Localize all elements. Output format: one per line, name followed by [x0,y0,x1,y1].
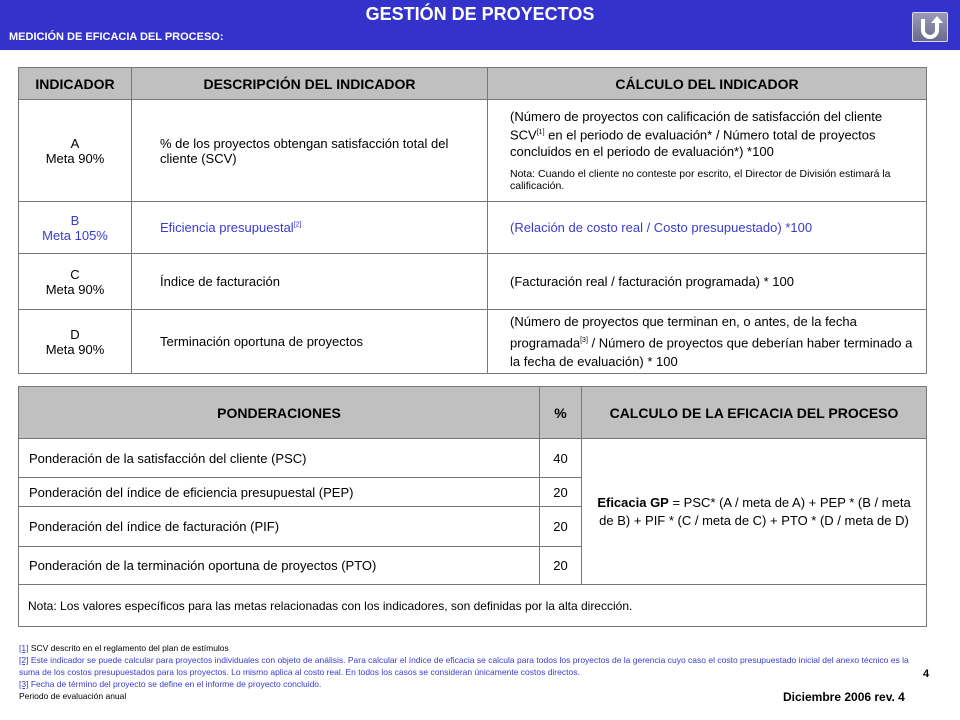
description-cell: % de los proyectos obtengan satisfacción total del cliente (SCV) [132,100,488,202]
header-calculo-eficacia: CALCULO DE LA EFICACIA DEL PROCESO [582,387,927,439]
back-button[interactable] [912,12,948,42]
calculation-cell: (Relación de costo real / Costo presupuestado) *100 [488,202,927,254]
indicator-id: C [70,266,80,282]
page-title: GESTIÓN DE PROYECTOS [365,4,595,24]
indicator-id: B [70,212,80,228]
indicator-goal: Meta 90% [45,150,105,166]
description-cell: Terminación oportuna de proyectos [132,310,488,374]
calculation-note: Nota: Cuando el cliente no conteste por escrito, el Director de División estimará la calificación. [510,167,891,192]
indicator-goal: Meta 90% [45,341,105,357]
period-note: Periodo de evaluación anual [19,691,127,701]
footnote-item: [2] Este indicador se puede calcular para proyectos individuales con objeto de análisis. Para calcular el índice de eficacia se calcula para todos los proyectos de la gerencia cuyo caso el costo presupuestado inicial del anexo técnico es la suma de los costos presupuestados para los proyectos. Lo mismo aplica al costo real. En todos los casos se consideran únicamente costos directos. [19,655,909,677]
page-number: 4 [923,668,930,680]
calculation-cell: (Facturación real / facturación programada) * 100 [488,254,927,310]
indicators-table [18,67,927,374]
weights-table [18,386,927,627]
weight-label: Ponderación de la satisfacción del cliente (PSC) [19,439,540,478]
description-cell: Índice de facturación [132,254,488,310]
weights-note: Nota: Los valores específicos para las metas relacionadas con los indicadores, son definidas por la alta dirección. [19,585,927,627]
table-row [19,254,927,310]
weight-percent: 20 [540,507,582,547]
weights-header-row [19,387,927,439]
header-bar [0,0,960,50]
indicator-cell [19,310,132,374]
footnote-link[interactable]: [1] [19,643,29,653]
calculation-cell [488,100,927,202]
calculation-text: (Número de proyectos con calificación de satisfacción del cliente SCV[1] en el periodo de evaluación* / Número total de proyectos concluidos en el periodo de evaluación*) *100 [510,109,883,159]
table-row [19,439,927,478]
indicator-cell [19,254,132,310]
weight-label: Ponderación del índice de facturación (PIF) [19,507,540,547]
footnote-link[interactable]: [3] [19,679,29,689]
header-indicador: INDICADOR [19,68,132,100]
header-percent: % [540,387,582,439]
weight-label: Ponderación de la terminación oportuna de proyectos (PTO) [19,547,540,585]
indicator-cell [19,202,132,254]
header-descripcion: DESCRIPCIÓN DEL INDICADOR [132,68,488,100]
efficacy-formula: Eficacia GP = PSC* (A / meta de A) + PEP * (B / meta de B) + PIF * (C / meta de C) + PTO * (D / meta de D) [582,439,927,585]
indicator-goal: Meta 105% [42,227,108,243]
weight-label: Ponderación del índice de eficiencia presupuestal (PEP) [19,478,540,507]
u-turn-arrow-icon [917,15,943,39]
weight-percent: 20 [540,478,582,507]
indicator-id: A [70,135,80,151]
footnote-ref[interactable]: [1] [536,129,545,137]
description-cell: Eficiencia presupuestal[2] [132,202,488,254]
footnote-item: [3] Fecha de término del proyecto se define en el informe de proyecto concluido. [19,679,322,689]
table-row [19,585,927,627]
weight-percent: 20 [540,547,582,585]
header-calculo: CÁLCULO DEL INDICADOR [488,68,927,100]
table-row [19,100,927,202]
footnote-ref[interactable]: [2] [293,221,302,229]
weight-percent: 40 [540,439,582,478]
table-row [19,310,927,374]
table-row [19,202,927,254]
header-ponderaciones: PONDERACIONES [19,387,540,439]
footnote-item: [1] SCV descrito en el reglamento del plan de estímulos [19,643,229,653]
footnote-link[interactable]: [2] [19,655,29,665]
date-revision: Diciembre 2006 rev. 4 [783,690,905,704]
indicator-cell [19,100,132,202]
indicator-goal: Meta 90% [45,281,105,297]
calculation-cell: (Número de proyectos que terminan en, o antes, de la fecha programada[3] / Número de proyectos que deberían haber terminado a la fecha de evaluación) * 100 [488,310,927,374]
indicators-header-row [19,68,927,100]
page-subtitle: MEDICIÓN DE EFICACIA DEL PROCESO: [9,31,224,43]
footnote-ref[interactable]: [3] [580,336,588,344]
indicator-id: D [70,326,80,342]
